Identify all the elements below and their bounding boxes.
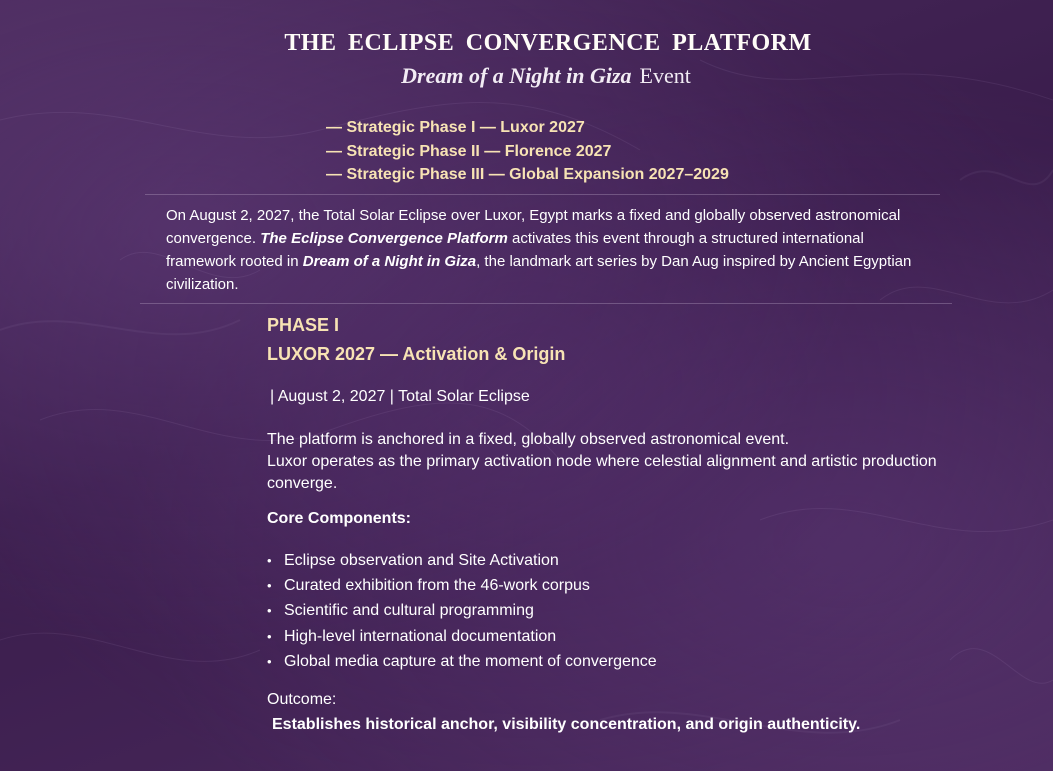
phase-list — [326, 116, 729, 187]
intro-text: , the landmark art series by Dan Aug inspired by Ancient Egyptian civilization. — [166, 253, 912, 293]
phase-list-item: — Strategic Phase II — Florence 2027 — [326, 142, 612, 160]
phase-list-item: — Strategic Phase I — Luxor 2027 — [326, 119, 585, 136]
page-subtitle — [0, 63, 1053, 89]
intro-text: On August 2, 2027, the Total Solar Eclipse over Luxor, Egypt marks a fixed and globally observed astronomical convergence. — [166, 207, 901, 247]
divider — [140, 303, 952, 304]
subtitle-rest: Event — [639, 63, 691, 88]
phase-date-line: | August 2, 2027 | Total Solar Eclipse — [270, 388, 530, 405]
phase-list-item: — Strategic Phase III — Global Expansion 2027–2029 — [326, 166, 729, 183]
divider — [145, 194, 940, 195]
intro-text: activates this event through a structured international framework rooted in — [166, 230, 864, 270]
list-item: • Global media capture at the moment of convergence — [267, 649, 657, 674]
list-item: • Eclipse observation and Site Activation — [267, 548, 657, 573]
outcome-text: Establishes historical anchor, visibility concentration, and origin authenticity. — [272, 716, 861, 733]
list-item: • High-level international documentation — [267, 624, 657, 649]
phase-title: LUXOR 2027 — Activation & Origin — [267, 344, 566, 364]
core-components-heading: Core Components: — [267, 510, 411, 527]
phase-label: PHASE I — [267, 315, 340, 335]
list-item: • Curated exhibition from the 46-work corpus — [267, 573, 657, 598]
description-line: The platform is anchored in a fixed, globally observed astronomical event. — [267, 431, 790, 448]
page-title: THE ECLIPSE CONVERGENCE PLATFORM — [284, 30, 812, 56]
phase-description — [267, 429, 967, 495]
list-item: • Scientific and cultural programming — [267, 598, 657, 623]
description-line: Luxor operates as the primary activation node where celestial alignment and artistic production converge. — [267, 453, 937, 492]
outcome-label: Outcome: — [267, 691, 337, 708]
intro-emphasis: Dream of a Night in Giza — [302, 253, 477, 270]
subtitle-emphasis: Dream of a Night in Giza — [401, 63, 632, 88]
intro-emphasis: The Eclipse Convergence Platform — [260, 230, 508, 247]
core-components-list — [267, 548, 657, 674]
intro-paragraph — [166, 204, 926, 296]
